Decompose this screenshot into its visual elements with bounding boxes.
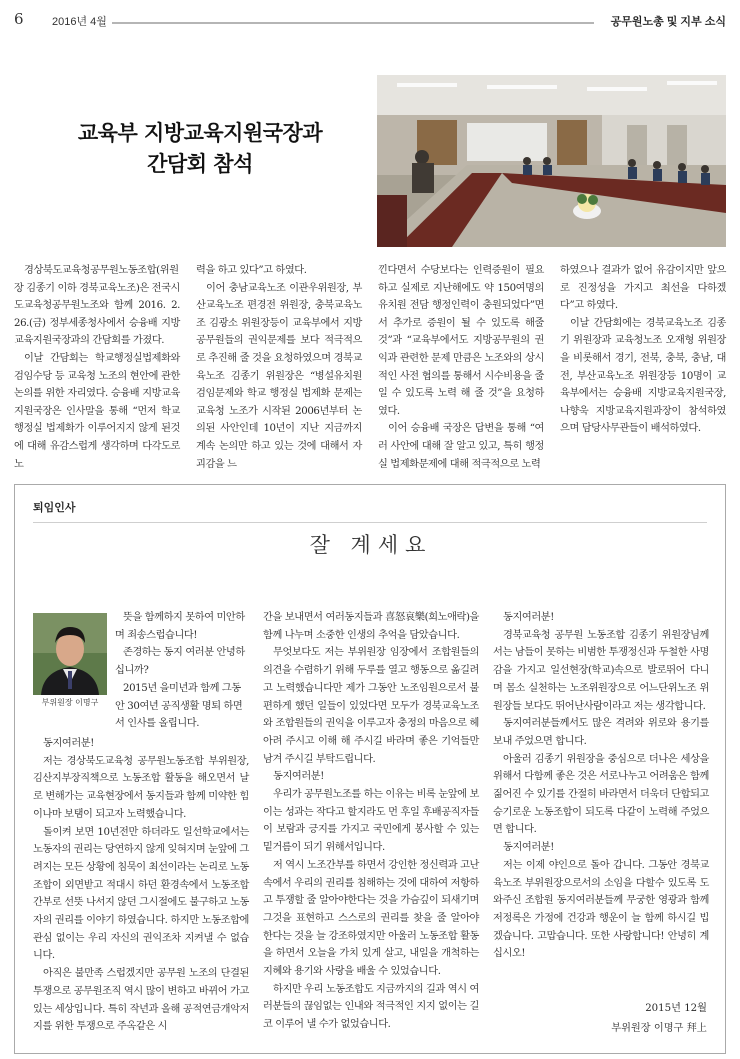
- paragraph: 낀다면서 수당보다는 인력증원이 필요하고 실제로 지난해에도 약 150여명의 유치원 전담 행정인력이 충원되었다”면서 추가로 증원이 될 수 있도록 해줄 것”과 “교육부에서도 지방공무원의 권익과 관련한 문제 만큼은 노조와의 상시적인 사전 협의를 통해서 시수비용을 줄일 수 있도록 노력 해 줄 것”을 요청하였다.: [378, 265, 544, 417]
- paragraph: 무엇보다도 저는 부위원장 임장에서 조합원들의 의견을 수렴하기 위해 두루를 열고 행동으로 옮길려고 노력했습니다만 제가 그동안 노조임원으로서 불편하게 했던 일들이 있었다면 모두가 경북교육노조와 조합원들의 권익을 이루고자 충정의 마음으로 헤아려 주시고 이해 해 주시길 바라며 좋은 기억들만 남겨 주시길 부탁드립니다.: [263, 647, 479, 765]
- article-body: [14, 262, 728, 470]
- paragraph: 뜻을 함께하지 못하여 미안하며 죄송스럽습니다!: [115, 612, 245, 641]
- farewell-tag: 퇴임인사: [33, 501, 76, 514]
- farewell-column-3: [493, 609, 709, 963]
- paragraph: 저는 경상북도교육청 공무원노동조합 부위원장, 김산지부장직책으로 노동조합 활동을 해오면서 날로 변해가는 교육현장에서 동지들과 함께 미약한 힘이나마 보탬이 되고자 노력했습니다.: [33, 755, 249, 820]
- paragraph: 저는 이제 야인으로 돌아 갑니다. 그동안 경북교육노조 부위원장으로서의 소임을 다할수 있도록 도와주신 조합원 동지여러분들께 무궁한 영광과 함께 저정록은 가정에 건강과 행운이 늘 함께 하시길 빕겠습니다. 고맙습니다. 또한 사랑합니다! 안녕히 계십시오!: [493, 859, 709, 960]
- meeting-photo: [377, 75, 726, 247]
- portrait-photo: [33, 613, 107, 695]
- article-title-line2: 간담회 참석: [147, 152, 253, 176]
- article-column-1: [14, 262, 180, 473]
- portrait-caption: 부위원장 이명구: [41, 698, 99, 707]
- farewell-box: [14, 484, 726, 1054]
- signature-name: 부위원장 이명구 拜上: [611, 1023, 707, 1034]
- issue-date: 2016년 4월: [52, 16, 107, 28]
- paragraph: 하지만 우리 노동조합도 지금까지의 길과 역시 여러분들의 끊임없는 인내와 적극적인 지지 없이는 길코 이루어 낼 수가 없었습니다.: [263, 983, 479, 1031]
- paragraph: 존경하는 동지 여러분 안녕하십니까?: [115, 647, 245, 677]
- paragraph: 동지여러분!: [503, 612, 554, 623]
- article-title: [40, 118, 360, 180]
- portrait-illustration: [33, 613, 107, 695]
- paragraph: 동지여러분!: [273, 771, 324, 783]
- farewell-column-1: [33, 735, 249, 1036]
- paragraph: 저 역시 노조간부를 하면서 강인한 정신력과 고난속에서 우리의 권리를 침해하는 것에 대하여 저항하고 투쟁할 줄 알아야한다는 것을 가슴깊이 되새기며 그것을 표현하고 스스로의 권리를 찾을 줄 알아야 한다는 것을 늘 강조하였지만 아울러 노동조합 활동을 하면서 오늘을 가치 있게 살고, 내일을 개척하는 지혜와 용기와 사랑을 배울 수 있었습니다.: [263, 859, 479, 978]
- paragraph: 경상북도교육청공무원노동조합(위원장 김종기 이하 경북교육노조)은 전국시도교육청공무원노조와 함께 2016. 2. 26.(금) 정부세종청사에서 승융배 지방교육지원국장과의 간담회를 가졌다.: [14, 265, 180, 347]
- section-title: 공무원노총 및 지부 소식: [610, 16, 726, 28]
- farewell-title: 잘 계세요: [309, 533, 433, 557]
- farewell-divider: [33, 522, 707, 523]
- paragraph: 이어 충남교육노조 이관우위원장, 부산교육노조 편경전 위원장, 충북교육노조 김광소 위원장등이 교육부에서 지방공무원들의 권익문제를 보다 적극적으로 추진해 줄 것을 요청하였으며 경북교육노조 김종기 위원장은 “병설유치원 검임문제와 학교 행정실 법제화 문제는 교육청 노조가 시작된 2006년부터 논의된 사안인데 10년이 지난 지금까지 계속 논의만 하고 있는 것에 대해서 자괴감을 느: [196, 282, 362, 470]
- paragraph: 하였으나 결과가 없어 유감이지만 앞으로 진정성을 가지고 최선을 다하겠다”고 하였다.: [560, 265, 726, 312]
- paragraph: 아직은 불만족 스럽겠지만 공무원 노조의 단결된 투쟁으로 공무원조직 역시 많이 변하고 바뀌어 가고 있는 세상입니다. 특히 작년과 올해 공적연금개악저지를 위한 투쟁으로 주옥같은 시: [33, 968, 249, 1033]
- paragraph: 이날 간담회에는 경북교육노조 김종기 위원장과 교육청노조 오재형 위원장을 비롯해서 경기, 전북, 충북, 충남, 대전, 부산교육노조 위원장등 10명이 교육부에서는 승융배 지방교육지원국장, 나향욱 지방교육지원과장이 참석하였으며 담당사무관들이 배석하였다.: [560, 317, 726, 435]
- article-column-2: [196, 262, 362, 473]
- article-title-line1: 교육부 지방교육지원국장과: [77, 121, 323, 145]
- article-column-3: [378, 262, 544, 473]
- paragraph: 동지여러분들께서도 많은 격려와 위로와 용기를 보내 주었으면 합니다.: [493, 718, 709, 747]
- paragraph: 2015년 을미년과 함께 그동안 30여년 공직생활 명퇴 하면서 인사를 올립니다.: [115, 682, 243, 730]
- paragraph: 아울러 김종기 위원장을 중심으로 더나은 세상을 위해서 다함께 좋은 것은 서로나누고 어려움은 함께 짊어진 수 있기를 간절히 바라면서 더욱더 단합되고 승기로운 노동조합이 되도록 다같이 노력해 주었으면 합니다.: [493, 753, 709, 836]
- signature-date: 2015년 12월: [645, 1003, 707, 1014]
- article-column-4: [560, 262, 726, 438]
- paragraph: 간을 보내면서 여러동지들과 喜怒哀樂(희노애락)을 함께 나누며 소중한 인생의 추억을 담았습니다.: [263, 612, 479, 641]
- paragraph: 이날 간담회는 학교행정실법제화와 검임수당 등 교육청 노조의 현안에 관한 논의를 위한 자리였다. 승융배 지방교육지원국장은 인사말을 통해 “먼저 학교행정실 법제화가 이루어지지 않게 된것에 대해 유감스럽게 생각하며 다각도로 노: [14, 352, 180, 470]
- paragraph: 이어 승융배 국장은 답변을 통해 “여러 사안에 대해 잘 알고 있고, 특히 행정실 법제화문제에 대해 적극적으로 노력: [378, 423, 544, 470]
- farewell-column-2: [263, 609, 479, 1034]
- page-number: 6: [14, 10, 24, 28]
- paragraph: 우리가 공무원노조를 하는 이유는 비록 눈앞에 보이는 성과는 작다고 할지라도 먼 후일 후배공직자들이 보람과 긍지를 가지고 국민에게 봉사할 수 있는 밑거름이 되기 위해서입니다.: [263, 789, 479, 854]
- farewell-lead: [115, 609, 249, 733]
- page-header: [0, 0, 740, 40]
- paragraph: 력을 하고 있다”고 하였다.: [196, 265, 307, 276]
- paragraph: 동지여러분!: [43, 738, 94, 749]
- paragraph: 돌이켜 보면 10년전만 하더라도 일선학교에서는 노동자의 권리는 당연하지 않게 잊혀지며 눈앞에 그려지는 모든 상황에 침묵이 최선이라는 논리로 노동조합이 외면받고 적대시 하던 환경속에서 노동조합간부로 선뜻 나서지 않던 그시절에도 불구하고 노동자의 권리를 이야기 하였습니다. 하지만 노동조합에 관심 없이는 우리 자신의 권익조차 지켜낼 수 없습니다.: [33, 826, 249, 962]
- header-rule: [112, 22, 594, 24]
- paragraph: 동지여러분!: [503, 842, 554, 854]
- meeting-room-illustration: [377, 75, 726, 247]
- paragraph: 경북교육청 공무원 노동조합 김종기 위원장님께서는 남들이 못하는 비범한 투쟁정신과 두철한 사명감을 가지고 일선현장(학교)속으로 발로뛰어 다니며 몸소 실천하는 노조위원장으로 어느단위노조 위원장들 보다도 뛰어난사람이라고 저는 생각합니다.: [493, 629, 709, 712]
